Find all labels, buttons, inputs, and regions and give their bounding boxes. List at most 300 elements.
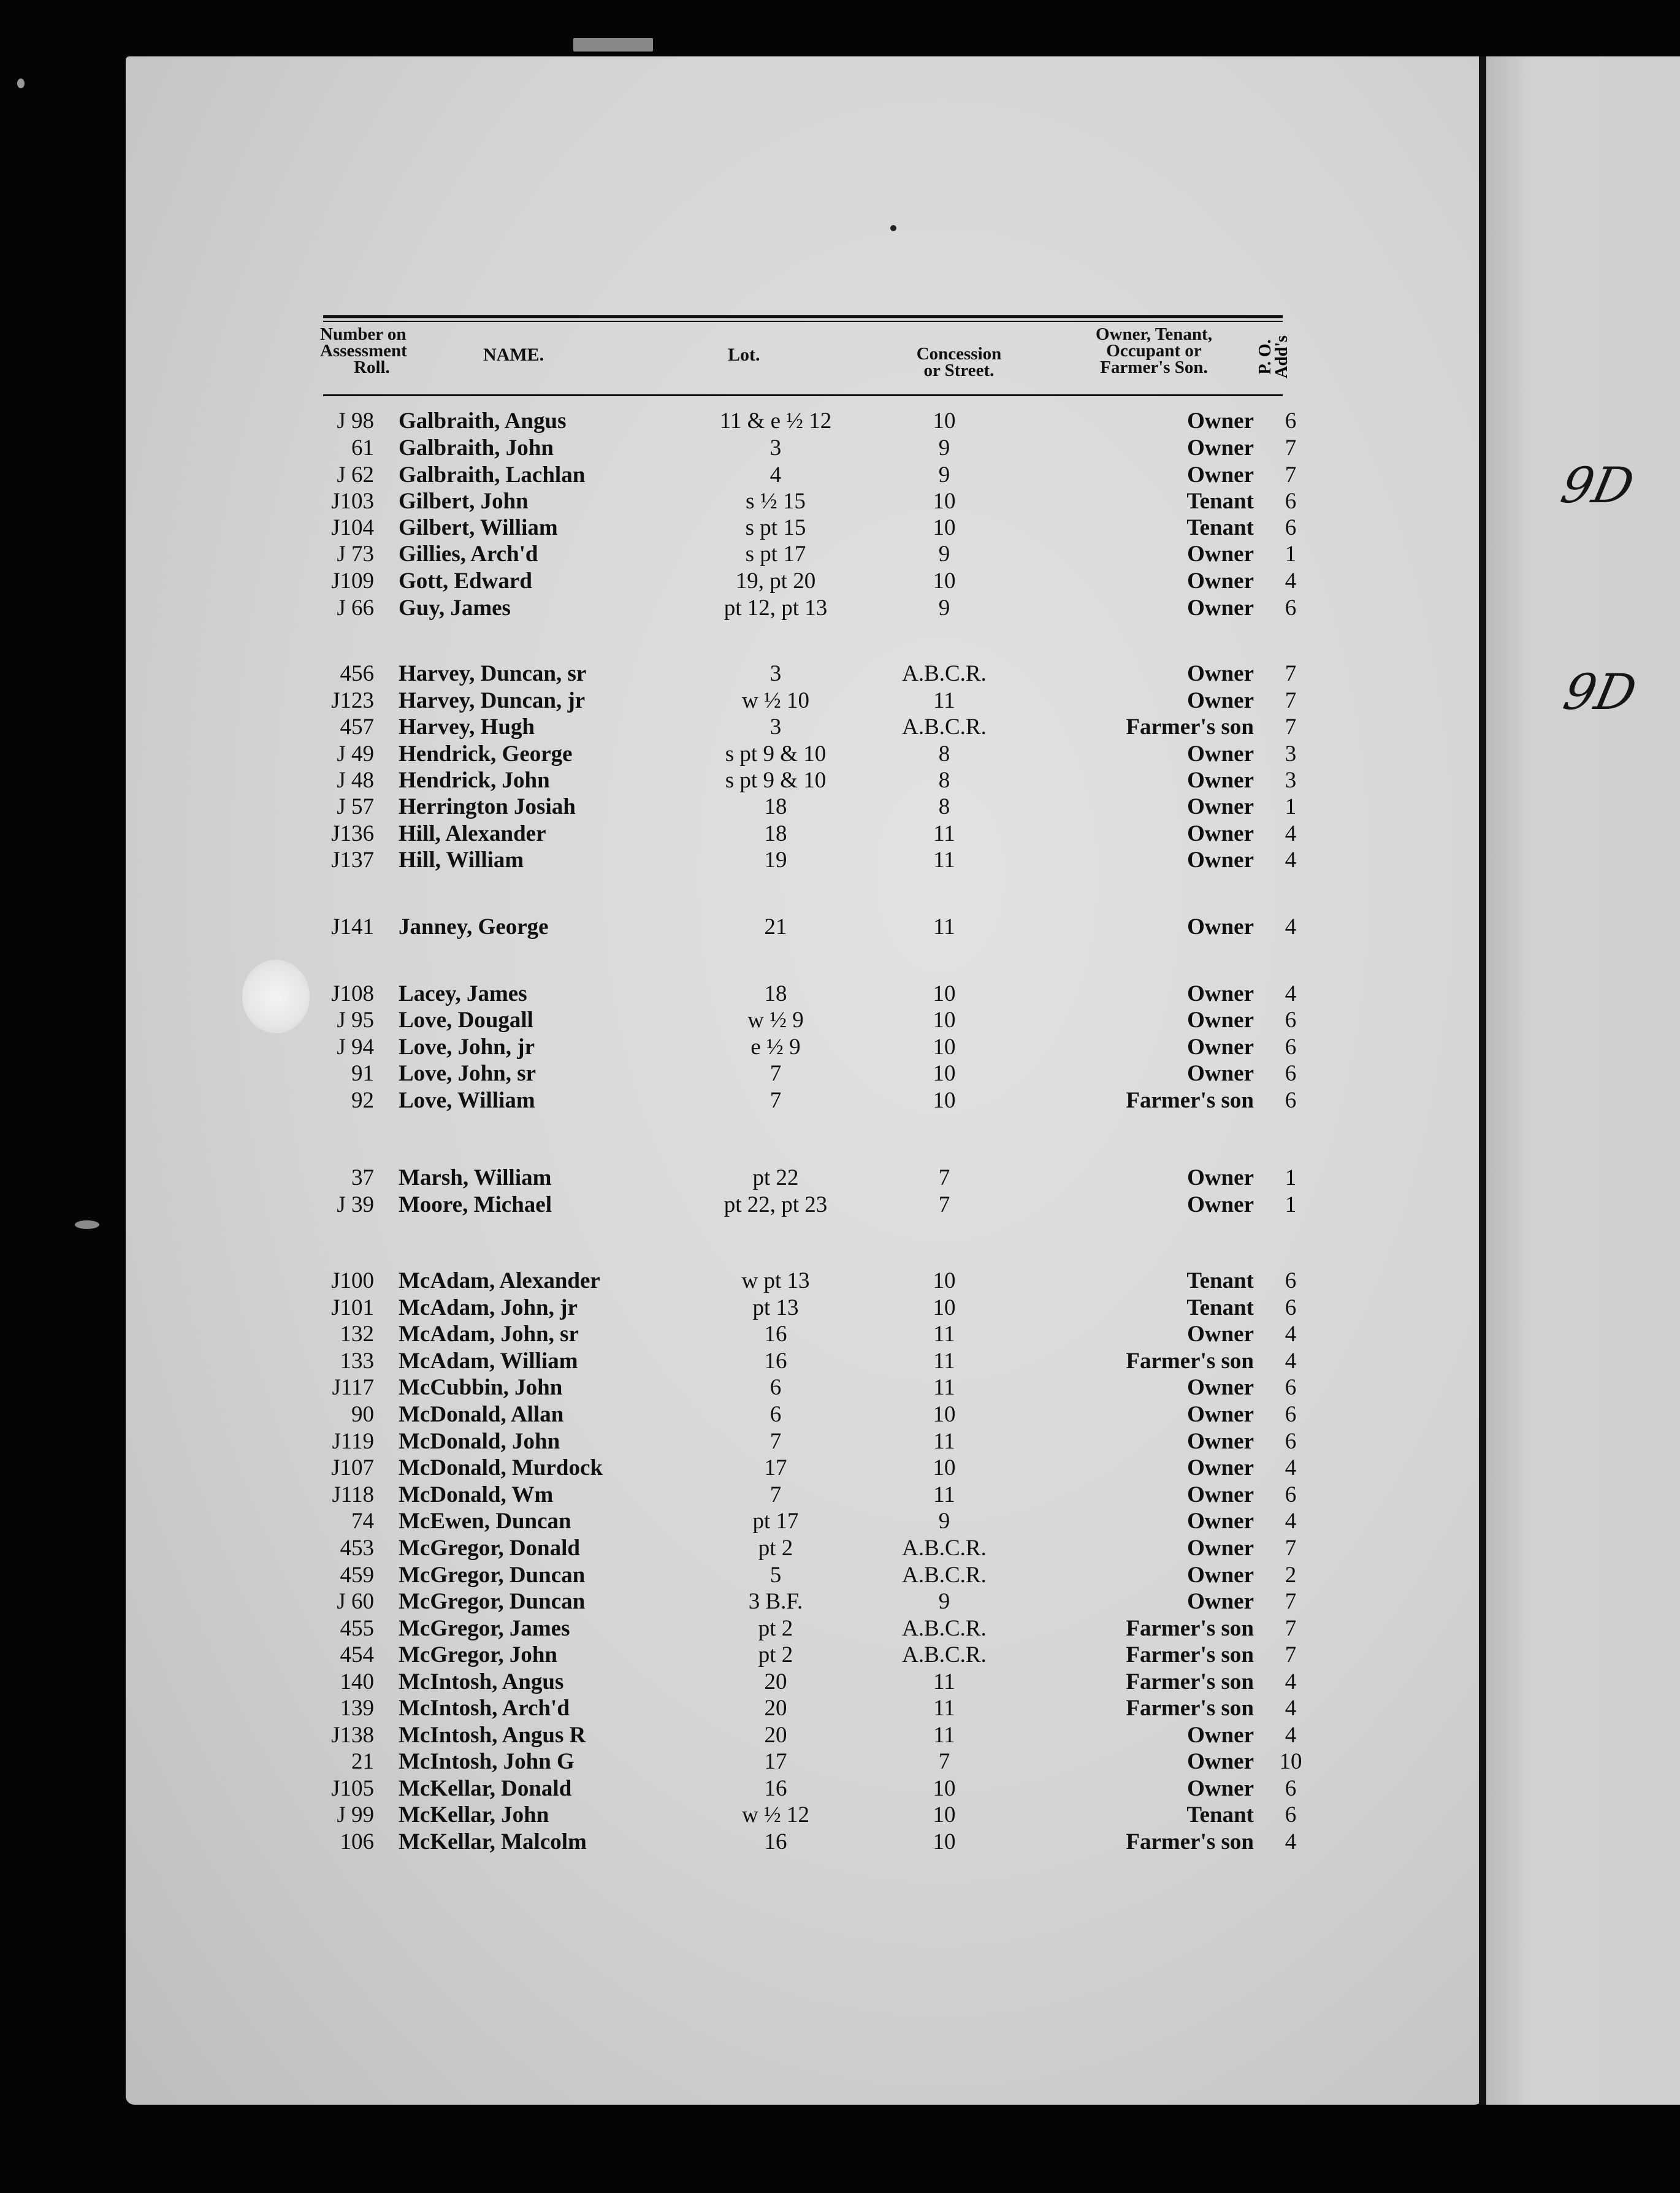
cell-concession: A.B.C.R. bbox=[902, 1642, 987, 1667]
cell-lot: 18 bbox=[764, 981, 787, 1006]
cell-roll: 92 bbox=[351, 1088, 374, 1113]
cell-name: McIntosh, Angus bbox=[399, 1669, 564, 1694]
cell-roll: J141 bbox=[331, 914, 374, 940]
header-concession-line2: or Street. bbox=[923, 361, 995, 380]
table-row bbox=[0, 1087, 1680, 1114]
cell-status: Owner bbox=[1187, 1035, 1254, 1060]
cell-status: Farmer's son bbox=[1126, 1642, 1254, 1667]
table-row bbox=[0, 488, 1680, 515]
cell-name: Marsh, William bbox=[399, 1165, 552, 1190]
cell-roll: 61 bbox=[351, 435, 374, 461]
cell-roll: J109 bbox=[331, 568, 374, 594]
cell-lot: pt 17 bbox=[752, 1509, 799, 1534]
cell-lot: 7 bbox=[769, 1061, 782, 1086]
cell-name: McKellar, Malcolm bbox=[399, 1829, 587, 1854]
cell-po: 6 bbox=[1285, 489, 1297, 514]
cell-po: 1 bbox=[1285, 542, 1297, 567]
table-row bbox=[0, 741, 1680, 768]
cell-concession: 10 bbox=[933, 1035, 956, 1060]
header-concession bbox=[895, 346, 1023, 379]
table-header bbox=[320, 324, 1289, 392]
table-row bbox=[0, 1642, 1680, 1669]
table-row bbox=[0, 981, 1680, 1008]
cell-concession: 7 bbox=[938, 1192, 950, 1217]
cell-roll: J105 bbox=[331, 1776, 374, 1801]
cell-name: McGregor, Duncan bbox=[399, 1563, 586, 1588]
cell-lot: 20 bbox=[764, 1669, 787, 1694]
cell-lot: 7 bbox=[769, 1429, 782, 1454]
cell-lot: 7 bbox=[769, 1482, 782, 1507]
cell-po: 1 bbox=[1285, 794, 1297, 819]
header-lot: Lot. bbox=[728, 345, 760, 365]
cell-status: Farmer's son bbox=[1126, 1829, 1254, 1854]
cell-concession: 11 bbox=[933, 1723, 955, 1748]
cell-status: Owner bbox=[1187, 741, 1254, 767]
cell-roll: J101 bbox=[331, 1295, 374, 1320]
cell-lot: 17 bbox=[764, 1749, 787, 1774]
cell-po: 4 bbox=[1285, 1829, 1297, 1854]
cell-roll: J 99 bbox=[337, 1802, 374, 1828]
cell-po: 4 bbox=[1285, 1696, 1297, 1721]
cell-name: McEwen, Duncan bbox=[399, 1509, 571, 1534]
cell-roll: 139 bbox=[340, 1696, 374, 1721]
table-row bbox=[0, 914, 1680, 941]
table-row bbox=[0, 687, 1680, 714]
cell-name: Harvey, Hugh bbox=[399, 714, 535, 740]
table-row bbox=[0, 1535, 1680, 1562]
cell-name: Gott, Edward bbox=[399, 568, 532, 594]
table-row bbox=[0, 1034, 1680, 1061]
cell-po: 6 bbox=[1285, 1375, 1297, 1400]
cell-concession: 10 bbox=[933, 1402, 956, 1427]
cell-po: 1 bbox=[1285, 1192, 1297, 1217]
cell-status: Owner bbox=[1187, 1165, 1254, 1190]
table-row bbox=[0, 1802, 1680, 1829]
cell-po: 6 bbox=[1285, 1268, 1297, 1293]
cell-concession: 10 bbox=[933, 1295, 956, 1320]
cell-po: 3 bbox=[1285, 768, 1297, 793]
header-po bbox=[1257, 326, 1290, 388]
cell-name: McAdam, John, jr bbox=[399, 1295, 578, 1320]
cell-lot: pt 2 bbox=[758, 1536, 793, 1561]
cell-po: 7 bbox=[1285, 435, 1297, 461]
cell-concession: 9 bbox=[938, 1509, 950, 1534]
cell-status: Owner bbox=[1187, 595, 1254, 621]
cell-lot: 21 bbox=[764, 914, 787, 940]
handwritten-annotation: 9D bbox=[1556, 457, 1639, 514]
table-row bbox=[0, 435, 1680, 462]
cell-po: 7 bbox=[1285, 714, 1297, 740]
cell-lot: 18 bbox=[764, 821, 787, 846]
header-name: NAME. bbox=[483, 345, 544, 365]
cell-name: McAdam, John, sr bbox=[399, 1322, 579, 1347]
cell-lot: 11 & e ½ 12 bbox=[719, 408, 832, 434]
cell-lot: e ½ 9 bbox=[750, 1035, 801, 1060]
cell-po: 6 bbox=[1285, 1402, 1297, 1427]
cell-lot: pt 2 bbox=[758, 1616, 793, 1641]
cell-concession: 9 bbox=[938, 435, 950, 461]
cell-name: Love, Dougall bbox=[399, 1008, 533, 1033]
cell-po: 4 bbox=[1285, 821, 1297, 846]
dust-speck bbox=[17, 78, 25, 88]
cell-roll: J 73 bbox=[337, 542, 374, 567]
table-row bbox=[0, 1482, 1680, 1509]
cell-status: Owner bbox=[1187, 1723, 1254, 1748]
cell-lot: s pt 9 & 10 bbox=[725, 741, 827, 767]
cell-concession: 10 bbox=[933, 1061, 956, 1086]
cell-po: 6 bbox=[1285, 1482, 1297, 1507]
header-top-rule bbox=[323, 315, 1283, 318]
cell-status: Owner bbox=[1187, 1455, 1254, 1480]
cell-concession: 11 bbox=[933, 1349, 955, 1374]
cell-name: Moore, Michael bbox=[399, 1192, 552, 1217]
cell-po: 6 bbox=[1285, 1035, 1297, 1060]
cell-po: 6 bbox=[1285, 1802, 1297, 1828]
cell-lot: w ½ 10 bbox=[742, 688, 809, 713]
cell-po: 7 bbox=[1285, 1589, 1297, 1614]
cell-name: Hendrick, John bbox=[399, 768, 550, 793]
cell-name: Gillies, Arch'd bbox=[399, 542, 538, 567]
cell-name: Hill, Alexander bbox=[399, 821, 546, 846]
cell-concession: 10 bbox=[933, 1802, 956, 1828]
cell-status: Farmer's son bbox=[1126, 1696, 1254, 1721]
cell-status: Owner bbox=[1187, 1375, 1254, 1400]
cell-lot: pt 22 bbox=[752, 1165, 799, 1190]
cell-lot: 17 bbox=[764, 1455, 787, 1480]
table-row bbox=[0, 1508, 1680, 1535]
cell-concession: 9 bbox=[938, 542, 950, 567]
cell-name: McKellar, John bbox=[399, 1802, 549, 1828]
cell-status: Owner bbox=[1187, 1402, 1254, 1427]
cell-name: Gilbert, John bbox=[399, 489, 529, 514]
cell-status: Owner bbox=[1187, 1589, 1254, 1614]
table-row bbox=[0, 714, 1680, 741]
cell-concession: 11 bbox=[933, 1322, 955, 1347]
header-status-line2: Occupant or bbox=[1106, 341, 1202, 361]
cell-lot: pt 22, pt 23 bbox=[724, 1192, 828, 1217]
cell-concession: 10 bbox=[933, 1829, 956, 1854]
cell-name: Harvey, Duncan, sr bbox=[399, 661, 587, 686]
table-row bbox=[0, 1007, 1680, 1034]
header-roll bbox=[320, 326, 407, 376]
cell-lot: 20 bbox=[764, 1723, 787, 1748]
cell-po: 4 bbox=[1285, 568, 1297, 594]
cell-roll: 21 bbox=[351, 1749, 374, 1774]
table-row bbox=[0, 821, 1680, 848]
cell-lot: 4 bbox=[769, 462, 782, 488]
cell-name: Hendrick, George bbox=[399, 741, 573, 767]
cell-name: McGregor, Duncan bbox=[399, 1589, 586, 1614]
cell-name: McIntosh, John G bbox=[399, 1749, 575, 1774]
cell-status: Owner bbox=[1187, 1563, 1254, 1588]
header-concession-line1: Concession bbox=[916, 344, 1002, 364]
cell-concession: 9 bbox=[938, 595, 950, 621]
cell-name: Guy, James bbox=[399, 595, 511, 621]
cell-concession: 10 bbox=[933, 1268, 956, 1293]
cell-status: Owner bbox=[1187, 661, 1254, 686]
cell-status: Tenant bbox=[1186, 1268, 1254, 1293]
cell-po: 6 bbox=[1285, 1008, 1297, 1033]
table-row bbox=[0, 1562, 1680, 1589]
cell-lot: 3 bbox=[769, 714, 782, 740]
cell-roll: J 48 bbox=[337, 768, 374, 793]
cell-po: 4 bbox=[1285, 1723, 1297, 1748]
cell-concession: 10 bbox=[933, 408, 956, 434]
header-status-line1: Owner, Tenant, bbox=[1096, 324, 1212, 344]
cell-concession: 10 bbox=[933, 1455, 956, 1480]
cell-name: McAdam, Alexander bbox=[399, 1268, 600, 1293]
cell-roll: J 98 bbox=[337, 408, 374, 434]
cell-name: Harvey, Duncan, jr bbox=[399, 688, 586, 713]
cell-name: Love, John, jr bbox=[399, 1035, 535, 1060]
cell-roll: J138 bbox=[331, 1723, 374, 1748]
cell-roll: J 66 bbox=[337, 595, 374, 621]
cell-name: McDonald, Wm bbox=[399, 1482, 554, 1507]
cell-name: McGregor, John bbox=[399, 1642, 557, 1667]
cell-status: Owner bbox=[1187, 1749, 1254, 1774]
cell-po: 4 bbox=[1285, 1455, 1297, 1480]
cell-roll: 453 bbox=[340, 1536, 374, 1561]
cell-roll: J 39 bbox=[337, 1192, 374, 1217]
cell-po: 6 bbox=[1285, 1295, 1297, 1320]
cell-roll: 459 bbox=[340, 1563, 374, 1588]
cell-concession: A.B.C.R. bbox=[902, 1616, 987, 1641]
cell-concession: A.B.C.R. bbox=[902, 714, 987, 740]
table-row bbox=[0, 847, 1680, 874]
cell-concession: 11 bbox=[933, 821, 955, 846]
cell-concession: 10 bbox=[933, 568, 956, 594]
header-po-line1: P. O. bbox=[1256, 339, 1275, 375]
cell-po: 7 bbox=[1285, 1536, 1297, 1561]
cell-roll: J118 bbox=[332, 1482, 374, 1507]
cell-roll: 37 bbox=[351, 1165, 374, 1190]
cell-po: 1 bbox=[1285, 1165, 1297, 1190]
cell-po: 4 bbox=[1285, 981, 1297, 1006]
cell-po: 10 bbox=[1279, 1749, 1302, 1774]
cell-lot: 19 bbox=[764, 848, 787, 873]
table-row bbox=[0, 568, 1680, 595]
cell-lot: 16 bbox=[764, 1829, 787, 1854]
cell-concession: 10 bbox=[933, 1008, 956, 1033]
cell-roll: J107 bbox=[331, 1455, 374, 1480]
cell-concession: 8 bbox=[938, 768, 950, 793]
cell-po: 6 bbox=[1285, 408, 1297, 434]
table-row bbox=[0, 515, 1680, 542]
handwritten-annotation: 9D bbox=[1559, 664, 1641, 721]
cell-roll: J 95 bbox=[337, 1008, 374, 1033]
table-row bbox=[0, 1268, 1680, 1295]
cell-concession: 9 bbox=[938, 462, 950, 488]
cell-roll: 456 bbox=[340, 661, 374, 686]
table-row bbox=[0, 1669, 1680, 1696]
cell-name: McAdam, William bbox=[399, 1349, 578, 1374]
table-row bbox=[0, 767, 1680, 794]
cell-roll: J103 bbox=[331, 489, 374, 514]
cell-name: Gilbert, William bbox=[399, 515, 558, 540]
cell-roll: 455 bbox=[340, 1616, 374, 1641]
cell-roll: 132 bbox=[340, 1322, 374, 1347]
cell-po: 2 bbox=[1285, 1563, 1297, 1588]
cell-roll: 457 bbox=[340, 714, 374, 740]
cell-po: 7 bbox=[1285, 688, 1297, 713]
table-row bbox=[0, 794, 1680, 821]
page-tab-mark bbox=[573, 38, 653, 52]
cell-lot: 3 B.F. bbox=[748, 1589, 803, 1614]
cell-name: Love, John, sr bbox=[399, 1061, 536, 1086]
cell-name: Janney, George bbox=[399, 914, 549, 940]
cell-lot: s pt 17 bbox=[745, 542, 806, 567]
cell-status: Owner bbox=[1187, 1008, 1254, 1033]
cell-status: Tenant bbox=[1186, 1295, 1254, 1320]
header-roll-line2: Assessment bbox=[320, 341, 407, 361]
cell-concession: A.B.C.R. bbox=[902, 1536, 987, 1561]
cell-po: 6 bbox=[1285, 1061, 1297, 1086]
cell-lot: w ½ 9 bbox=[747, 1008, 804, 1033]
cell-name: Hill, William bbox=[399, 848, 524, 873]
cell-concession: 9 bbox=[938, 1589, 950, 1614]
cell-concession: 8 bbox=[938, 794, 950, 819]
cell-roll: J108 bbox=[331, 981, 374, 1006]
cell-status: Owner bbox=[1187, 408, 1254, 434]
header-bottom-rule bbox=[323, 394, 1283, 396]
cell-roll: 454 bbox=[340, 1642, 374, 1667]
cell-roll: J 57 bbox=[337, 794, 374, 819]
cell-concession: 8 bbox=[938, 741, 950, 767]
cell-po: 4 bbox=[1285, 1669, 1297, 1694]
table-row bbox=[0, 1722, 1680, 1749]
cell-lot: s pt 9 & 10 bbox=[725, 768, 827, 793]
cell-po: 7 bbox=[1285, 462, 1297, 488]
cell-lot: 6 bbox=[769, 1375, 782, 1400]
cell-status: Owner bbox=[1187, 1536, 1254, 1561]
header-roll-line1: Number on bbox=[320, 324, 407, 344]
table-row bbox=[0, 595, 1680, 622]
cell-roll: J 94 bbox=[337, 1035, 374, 1060]
cell-name: McGregor, James bbox=[399, 1616, 570, 1641]
cell-lot: pt 13 bbox=[752, 1295, 799, 1320]
cell-po: 7 bbox=[1285, 1616, 1297, 1641]
cell-name: Lacey, James bbox=[399, 981, 527, 1006]
table-row bbox=[0, 1748, 1680, 1775]
cell-roll: J117 bbox=[332, 1375, 374, 1400]
cell-status: Owner bbox=[1187, 768, 1254, 793]
cell-status: Farmer's son bbox=[1126, 1088, 1254, 1113]
cell-roll: 90 bbox=[351, 1402, 374, 1427]
dust-speck bbox=[75, 1220, 99, 1229]
cell-status: Farmer's son bbox=[1126, 714, 1254, 740]
cell-po: 6 bbox=[1285, 1088, 1297, 1113]
cell-lot: pt 2 bbox=[758, 1642, 793, 1667]
cell-roll: J 49 bbox=[337, 741, 374, 767]
cell-status: Owner bbox=[1187, 1192, 1254, 1217]
header-status bbox=[1053, 326, 1255, 376]
table-row bbox=[0, 1829, 1680, 1856]
table-row bbox=[0, 1588, 1680, 1615]
cell-lot: 3 bbox=[769, 661, 782, 686]
cell-lot: 3 bbox=[769, 435, 782, 461]
cell-roll: 106 bbox=[340, 1829, 374, 1854]
cell-po: 4 bbox=[1285, 1509, 1297, 1534]
cell-lot: 6 bbox=[769, 1402, 782, 1427]
cell-name: McDonald, Allan bbox=[399, 1402, 564, 1427]
cell-status: Owner bbox=[1187, 688, 1254, 713]
cell-po: 7 bbox=[1285, 661, 1297, 686]
cell-lot: w ½ 12 bbox=[742, 1802, 809, 1828]
cell-po: 6 bbox=[1285, 1776, 1297, 1801]
cell-po: 6 bbox=[1285, 1429, 1297, 1454]
cell-roll: 91 bbox=[351, 1061, 374, 1086]
table-row bbox=[0, 1192, 1680, 1219]
table-row bbox=[0, 1775, 1680, 1802]
cell-name: McIntosh, Arch'd bbox=[399, 1696, 570, 1721]
cell-status: Owner bbox=[1187, 1322, 1254, 1347]
cell-name: Galbraith, John bbox=[399, 435, 554, 461]
cell-concession: 10 bbox=[933, 981, 956, 1006]
table-row bbox=[0, 1060, 1680, 1087]
cell-concession: 7 bbox=[938, 1749, 950, 1774]
cell-roll: J119 bbox=[332, 1429, 374, 1454]
table-row bbox=[0, 541, 1680, 568]
table-row bbox=[0, 408, 1680, 435]
cell-roll: J 60 bbox=[337, 1589, 374, 1614]
cell-lot: w pt 13 bbox=[741, 1268, 810, 1293]
cell-lot: 16 bbox=[764, 1322, 787, 1347]
cell-name: McGregor, Donald bbox=[399, 1536, 580, 1561]
header-status-line3: Farmer's Son. bbox=[1100, 358, 1208, 377]
cell-name: Love, William bbox=[399, 1088, 535, 1113]
cell-concession: 10 bbox=[933, 1088, 956, 1113]
cell-status: Owner bbox=[1187, 821, 1254, 846]
table-row bbox=[0, 1295, 1680, 1322]
cell-status: Owner bbox=[1187, 1509, 1254, 1534]
cell-concession: 11 bbox=[933, 1696, 955, 1721]
cell-status: Owner bbox=[1187, 848, 1254, 873]
table-row bbox=[0, 1428, 1680, 1455]
cell-name: McCubbin, John bbox=[399, 1375, 563, 1400]
cell-status: Farmer's son bbox=[1126, 1349, 1254, 1374]
cell-status: Owner bbox=[1187, 542, 1254, 567]
cell-status: Farmer's son bbox=[1126, 1669, 1254, 1694]
cell-name: Galbraith, Angus bbox=[399, 408, 567, 434]
cell-lot: 7 bbox=[769, 1088, 782, 1113]
cell-lot: 16 bbox=[764, 1349, 787, 1374]
cell-po: 3 bbox=[1285, 741, 1297, 767]
cell-status: Owner bbox=[1187, 914, 1254, 940]
cell-status: Owner bbox=[1187, 1429, 1254, 1454]
cell-concession: 10 bbox=[933, 489, 956, 514]
cell-lot: s ½ 15 bbox=[746, 489, 806, 514]
table-row bbox=[0, 1348, 1680, 1375]
cell-status: Farmer's son bbox=[1126, 1616, 1254, 1641]
cell-status: Owner bbox=[1187, 435, 1254, 461]
cell-status: Owner bbox=[1187, 981, 1254, 1006]
cell-name: Herrington Josiah bbox=[399, 794, 576, 819]
cell-status: Tenant bbox=[1186, 515, 1254, 540]
header-po-line2: Add's bbox=[1272, 335, 1291, 379]
header-top-rule-thin bbox=[323, 321, 1283, 322]
table-row bbox=[0, 1615, 1680, 1642]
cell-po: 4 bbox=[1285, 1349, 1297, 1374]
cell-concession: 10 bbox=[933, 1776, 956, 1801]
cell-status: Tenant bbox=[1186, 1802, 1254, 1828]
cell-status: Owner bbox=[1187, 794, 1254, 819]
table-row bbox=[0, 1165, 1680, 1192]
cell-status: Owner bbox=[1187, 462, 1254, 488]
cell-lot: 16 bbox=[764, 1776, 787, 1801]
table-row bbox=[0, 1401, 1680, 1428]
dust-speck bbox=[890, 225, 896, 231]
cell-status: Owner bbox=[1187, 568, 1254, 594]
